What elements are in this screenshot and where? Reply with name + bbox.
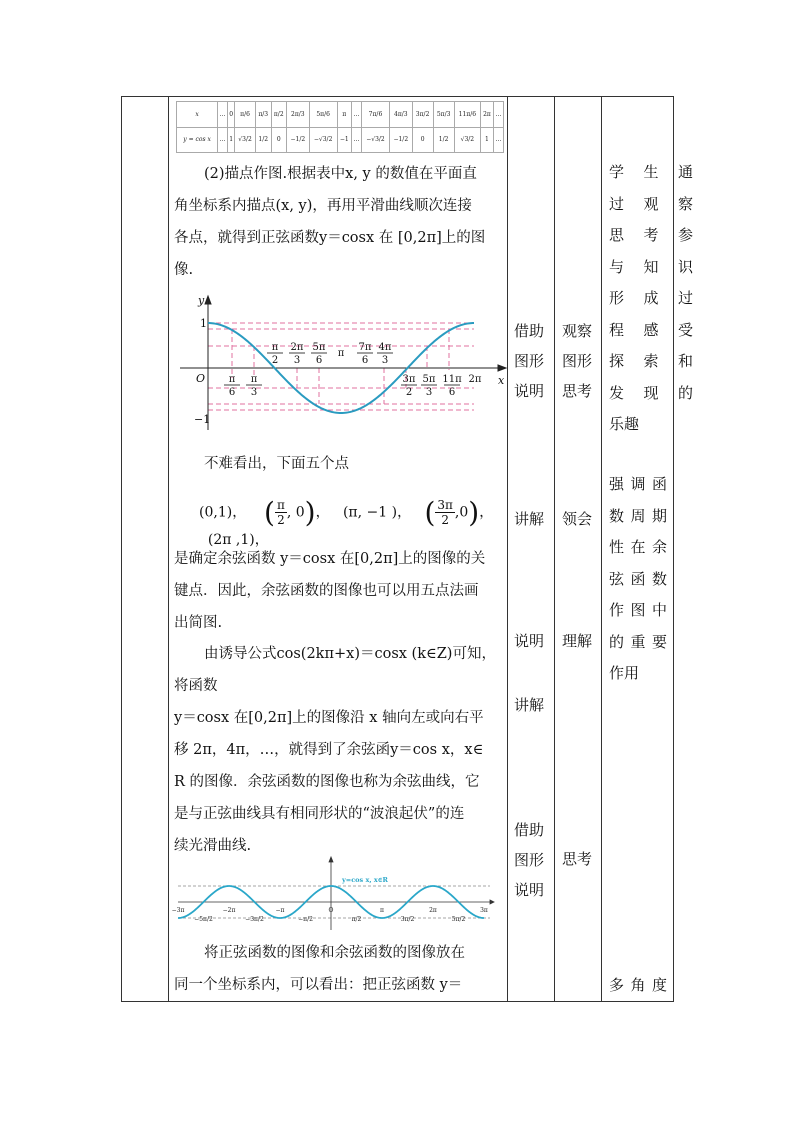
y-tick-1: 1 — [200, 317, 207, 330]
paragraph-line: 角坐标系内描点(x, y)，再用平滑曲线顺次连接 — [174, 198, 472, 214]
value-table-header-cell: 5π/3 — [433, 102, 454, 128]
paragraph-line: 是与正弦曲线具有相同形状的“波浪起伏”的连 — [174, 806, 465, 822]
value-table-header-cell: 3π/2 — [412, 102, 433, 128]
point-2pi-1: (2π ,1)， — [207, 532, 269, 548]
value-table-header-cell: … — [218, 102, 228, 128]
x-tick-upper-num: π — [271, 342, 279, 353]
x-tick-label: −5π/2 — [194, 916, 213, 923]
x-tick-lower-right-den: 2 — [405, 387, 413, 398]
student-cell-2: 领会 — [562, 510, 593, 528]
x-tick-upper: π — [337, 348, 345, 359]
paragraph-induction-formula — [174, 638, 500, 862]
value-table-cell: −1/2 — [287, 127, 310, 153]
value-table-cell: y = cos x — [177, 127, 218, 153]
x-tick-label: −π — [275, 907, 285, 914]
value-table-header-cell: π/6 — [235, 102, 256, 128]
x-tick-upper-num: 4π — [378, 342, 392, 353]
x-tick-lower-num: π — [250, 374, 258, 385]
value-table-header-cell: 0 — [228, 102, 235, 128]
x-axis-label: x — [498, 374, 505, 387]
x-tick-upper-den: 6 — [361, 355, 369, 366]
student-cell-4: 思考 — [562, 850, 593, 868]
value-table-cell: … — [218, 127, 228, 153]
x-tick-upper-num: 2π — [290, 342, 304, 353]
table-border-1 — [121, 96, 122, 1002]
x-tick-upper-den: 3 — [381, 355, 389, 366]
paragraph-line: 由诱导公式cos(2kπ+x)＝cosx (k∈Z)可知， — [204, 646, 496, 662]
value-table-cell: √3/2 — [235, 127, 256, 153]
paragraph-line: 将正弦函数的图像和余弦函数的图像放在 — [204, 945, 465, 961]
value-table-cell: 0 — [271, 127, 287, 153]
y-tick-minus-1: −1 — [194, 413, 211, 426]
value-table — [176, 101, 504, 153]
method-cell-4: 讲解 — [514, 696, 545, 714]
intent-cell-2: 强调函 数周期 性在余 弦函数 作图中 的重要 作用 — [609, 475, 667, 682]
table-border-5 — [601, 96, 602, 1002]
paragraph-line: 移 2π，4π，…，就得到了余弦函y＝cos x，x∈ — [174, 742, 484, 758]
origin-label: O — [196, 372, 206, 385]
value-table-header-cell: 4π/3 — [390, 102, 413, 128]
method-cell-5: 借助 图形 说明 — [514, 821, 545, 899]
value-table-cell: … — [351, 127, 361, 153]
paragraph-line: 键点．因此，余弦函数的图像也可以用五点法画 — [174, 583, 479, 599]
x-tick-upper-den: 3 — [293, 355, 301, 366]
paragraph-line: 各点，就得到正弦函数y＝cosx 在 [0,2π]上的图 — [174, 230, 486, 246]
value-table-header-cell: 2π/3 — [287, 102, 310, 128]
value-table-cell: −√3/2 — [361, 127, 389, 153]
table-border-2 — [168, 96, 169, 1002]
x-tick-label: O — [328, 907, 334, 914]
value-table-header-cell: 11π/6 — [454, 102, 481, 128]
x-tick-lower-right-num: 11π — [442, 374, 462, 385]
intent-cell-3: 多角度 — [609, 976, 667, 994]
x-tick-lower-num: π — [228, 374, 236, 385]
paragraph-line: 出简图. — [174, 615, 223, 631]
value-table-header-cell: π/3 — [255, 102, 271, 128]
paragraph-line: (2)描点作图.根据表中x, y 的数值在平面直 — [204, 166, 477, 182]
table-border-4 — [554, 96, 555, 1002]
x-tick-lower-den: 6 — [228, 387, 236, 398]
x-tick-label: 3π — [480, 907, 488, 914]
value-table-header-cell: 5π/6 — [309, 102, 337, 128]
value-table-header-cell: 7π/6 — [361, 102, 389, 128]
x-tick-label: −3π — [171, 907, 185, 914]
x-tick-label: π/2 — [351, 916, 362, 923]
cosine-graph-one-period — [172, 290, 507, 440]
x-tick-lower-right-num: 5π — [422, 374, 436, 385]
student-cell-3: 理解 — [562, 632, 593, 650]
x-tick-label: −3π/2 — [245, 916, 264, 923]
x-tick-label: −π/2 — [298, 916, 313, 923]
point-0-1: (0,1)， — [199, 504, 247, 521]
value-table-header-cell: 2π — [481, 102, 494, 128]
intent-cell-1: 学生通 过观察 思考参 与知识 形成过 程感受 探索和 发现的 乐趣 — [609, 163, 693, 433]
paragraph-line: R 的图像．余弦函数的图像也称为余弦曲线，它 — [174, 774, 480, 790]
value-table-cell: 1 — [228, 127, 235, 153]
value-table-cell: −1/2 — [390, 127, 413, 153]
five-key-points: (0,1)， ( $\frac{\pi}{2}$ , 0)， (π, −1 )， ( $\frac{3\pi}{2}$ ,0)， (2π ,1)， — [199, 496, 494, 548]
paragraph-five-points-intro — [174, 448, 500, 480]
table-bottom-border — [121, 1001, 674, 1002]
value-table-header-cell: x — [177, 102, 218, 128]
value-table-cell: √3/2 — [454, 127, 481, 153]
cosine-curve-graph — [171, 855, 496, 935]
paragraph-plot-points — [174, 158, 500, 286]
x-tick-label: 5π/2 — [451, 916, 466, 923]
x-tick-lower-den: 3 — [250, 387, 258, 398]
value-table-header-cell: π — [337, 102, 351, 128]
value-table-header-cell: … — [493, 102, 503, 128]
x-tick-label: −2π — [222, 907, 236, 914]
x-tick-label: 3π/2 — [400, 916, 415, 923]
x-tick-label: π — [380, 907, 384, 914]
paragraph-line: y＝cosx 在[0,2π]上的图像沿 x 轴向左或向右平 — [174, 710, 484, 726]
value-table-cell: 1 — [481, 127, 494, 153]
x-tick-lower-right-den: 6 — [448, 387, 456, 398]
method-cell-1: 借助 图形 说明 — [514, 322, 545, 400]
x-tick-upper-den: 2 — [271, 355, 279, 366]
fraction-3pi-over-2: $\frac{3\pi}{2}$ — [437, 498, 453, 527]
value-table-cell: −1 — [337, 127, 351, 153]
x-tick-upper-num: 7π — [358, 342, 372, 353]
value-table-header-cell: … — [351, 102, 361, 128]
value-table-header-row — [177, 102, 504, 128]
paragraph-line: 续光滑曲线. — [174, 838, 252, 854]
value-table-cell: 1/2 — [433, 127, 454, 153]
value-table-cell: 0 — [412, 127, 433, 153]
paragraph-line: 不难看出，下面五个点 — [204, 456, 349, 472]
x-tick-lower-right-den: 3 — [425, 387, 433, 398]
curve-label: y=cos x, x∈R — [342, 876, 388, 884]
value-table-cell: −√3/2 — [309, 127, 337, 153]
table-border-3 — [507, 96, 508, 1002]
paragraph-compare-sine-cosine — [174, 937, 500, 1001]
point-pi-minus-1: (π, −1 )， — [342, 504, 412, 521]
x-tick-label: 2π — [429, 907, 437, 914]
method-cell-3: 说明 — [514, 632, 545, 650]
paragraph-line: 同一个坐标系内，可以看出：把正弦函数 y＝ — [174, 977, 463, 993]
paragraph-line: 像. — [174, 262, 194, 278]
value-table-cell: 1/2 — [255, 127, 271, 153]
fraction-pi-over-2: $\frac{\pi}{2}$ — [276, 498, 285, 527]
x-tick-upper-den: 6 — [315, 355, 323, 366]
paragraph-line: 是确定余弦函数 y＝cosx 在[0,2π]上的图像的关 — [174, 551, 486, 567]
student-cell-1: 观察 图形 思考 — [562, 322, 593, 400]
value-table-value-row — [177, 127, 504, 153]
table-top-border — [121, 96, 674, 97]
paragraph-line: 将函数 — [174, 678, 218, 694]
paragraph-key-points — [174, 543, 500, 639]
method-cell-2: 讲解 — [514, 510, 545, 528]
y-axis-label: y — [198, 294, 205, 307]
x-tick-upper-num: 5π — [312, 342, 326, 353]
x-tick-lower-right-num: 3π — [402, 374, 416, 385]
x-tick-2pi: 2π — [468, 374, 482, 385]
value-table-header-cell: π/2 — [271, 102, 287, 128]
value-table-cell: … — [493, 127, 503, 153]
